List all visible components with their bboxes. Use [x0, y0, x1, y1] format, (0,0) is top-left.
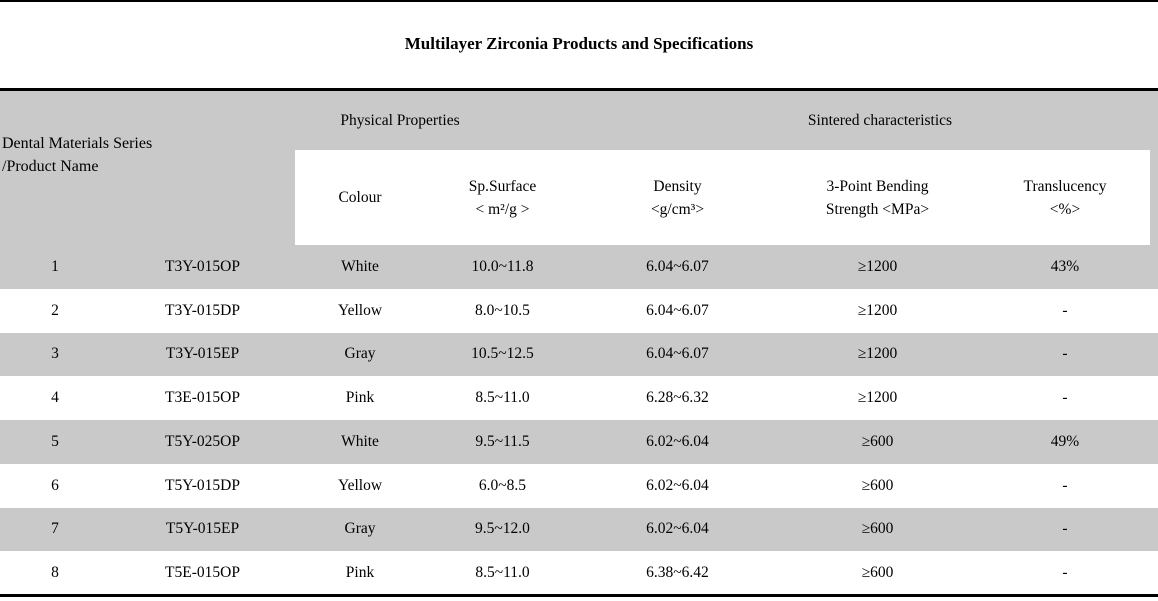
- cell-bending-strength: ≥600: [861, 520, 894, 538]
- cell-bending-strength: ≥1200: [857, 345, 898, 363]
- group-header-sintered-characteristics: Sintered characteristics: [807, 112, 953, 129]
- cell-sp-surface: 10.0~11.8: [471, 257, 534, 275]
- cell-row-number: 4: [51, 389, 59, 407]
- col-header-bending-unit: Strength <MPa>: [825, 200, 930, 218]
- cell-row-number: 1: [51, 257, 59, 275]
- cell-row-number: 5: [51, 432, 59, 450]
- cell-density: 6.02~6.04: [646, 476, 709, 494]
- table-row: [0, 464, 1158, 508]
- cell-bending-strength: ≥600: [861, 564, 894, 582]
- row-header-line1: Dental Materials Series: [2, 135, 153, 152]
- cell-density: 6.04~6.07: [646, 345, 709, 363]
- top-rule: [0, 0, 1158, 2]
- table-row: [0, 508, 1158, 552]
- cell-bending-strength: ≥1200: [857, 257, 898, 275]
- cell-colour: Gray: [344, 345, 376, 363]
- group-header-physical-properties: Physical Properties: [340, 112, 460, 129]
- cell-product-name: T3E-015OP: [165, 389, 240, 407]
- col-header-colour: [295, 186, 425, 209]
- cell-density: 6.28~6.32: [646, 389, 709, 407]
- cell-density: 6.04~6.07: [646, 301, 709, 319]
- cell-density: 6.04~6.07: [646, 257, 709, 275]
- col-header-translucency-unit: <%>: [1049, 200, 1081, 218]
- cell-colour: White: [341, 432, 379, 450]
- row-header-dental-materials-series: [2, 132, 152, 178]
- cell-translucency: -: [1062, 476, 1068, 494]
- col-header-density: [580, 175, 775, 221]
- cell-bending-strength: ≥600: [861, 432, 894, 450]
- row-header-line2: /Product Name: [2, 158, 99, 175]
- cell-density: 6.38~6.42: [646, 564, 709, 582]
- cell-colour: Gray: [344, 520, 376, 538]
- cell-translucency: 49%: [1050, 432, 1080, 450]
- col-header-bending-label: 3-Point Bending: [826, 177, 929, 195]
- cell-sp-surface: 9.5~12.0: [475, 520, 530, 538]
- col-header-sp-surface-label: Sp.Surface: [468, 177, 537, 195]
- table-row: [0, 420, 1158, 464]
- table-row: [0, 376, 1158, 420]
- col-header-translucency: [980, 175, 1150, 221]
- cell-sp-surface: 10.5~12.5: [471, 345, 534, 363]
- cell-bending-strength: ≥1200: [857, 389, 898, 407]
- cell-colour: White: [341, 257, 379, 275]
- col-header-bending-strength: [775, 175, 980, 221]
- table-header: [0, 91, 1158, 245]
- cell-sp-surface: 9.5~11.5: [475, 432, 530, 450]
- cell-density: 6.02~6.04: [646, 520, 709, 538]
- table-body: [0, 245, 1158, 595]
- table-row: [0, 551, 1158, 595]
- cell-colour: Pink: [345, 564, 375, 582]
- cell-density: 6.02~6.04: [646, 432, 709, 450]
- col-header-colour-label: Colour: [338, 189, 382, 206]
- cell-row-number: 8: [51, 564, 59, 582]
- cell-row-number: 3: [51, 345, 59, 363]
- table-bottom-rule: [0, 594, 1158, 597]
- cell-translucency: -: [1062, 520, 1068, 538]
- cell-product-name: T5E-015OP: [165, 564, 240, 582]
- col-header-density-label: Density: [653, 177, 702, 195]
- cell-translucency: -: [1062, 301, 1068, 319]
- column-headers: [295, 150, 1150, 245]
- cell-product-name: T5Y-015EP: [165, 520, 240, 538]
- cell-colour: Yellow: [337, 301, 383, 319]
- cell-sp-surface: 6.0~8.5: [478, 476, 527, 494]
- col-header-sp-surface: [425, 175, 580, 221]
- cell-translucency: -: [1062, 564, 1068, 582]
- cell-product-name: T3Y-015OP: [165, 257, 240, 275]
- cell-product-name: T5Y-025OP: [165, 432, 240, 450]
- col-header-sp-surface-unit: < m²/g >: [475, 200, 530, 218]
- cell-row-number: 6: [51, 476, 59, 494]
- page-title: Multilayer Zirconia Products and Specifications: [404, 34, 754, 53]
- cell-product-name: T3Y-015EP: [165, 345, 240, 363]
- col-header-translucency-label: Translucency: [1023, 177, 1107, 195]
- cell-sp-surface: 8.5~11.0: [475, 564, 530, 582]
- cell-row-number: 7: [51, 520, 59, 538]
- cell-colour: Pink: [345, 389, 375, 407]
- cell-row-number: 2: [51, 301, 59, 319]
- cell-product-name: T5Y-015DP: [165, 476, 240, 494]
- cell-translucency: 43%: [1050, 257, 1080, 275]
- col-header-density-unit: <g/cm³>: [650, 200, 705, 218]
- cell-bending-strength: ≥1200: [857, 301, 898, 319]
- table-row: [0, 289, 1158, 333]
- cell-translucency: -: [1062, 389, 1068, 407]
- table-row: [0, 333, 1158, 377]
- table-row: [0, 245, 1158, 289]
- cell-bending-strength: ≥600: [861, 476, 894, 494]
- cell-sp-surface: 8.0~10.5: [475, 301, 530, 319]
- cell-colour: Yellow: [337, 476, 383, 494]
- cell-product-name: T3Y-015DP: [165, 301, 240, 319]
- cell-sp-surface: 8.5~11.0: [475, 389, 530, 407]
- cell-translucency: -: [1062, 345, 1068, 363]
